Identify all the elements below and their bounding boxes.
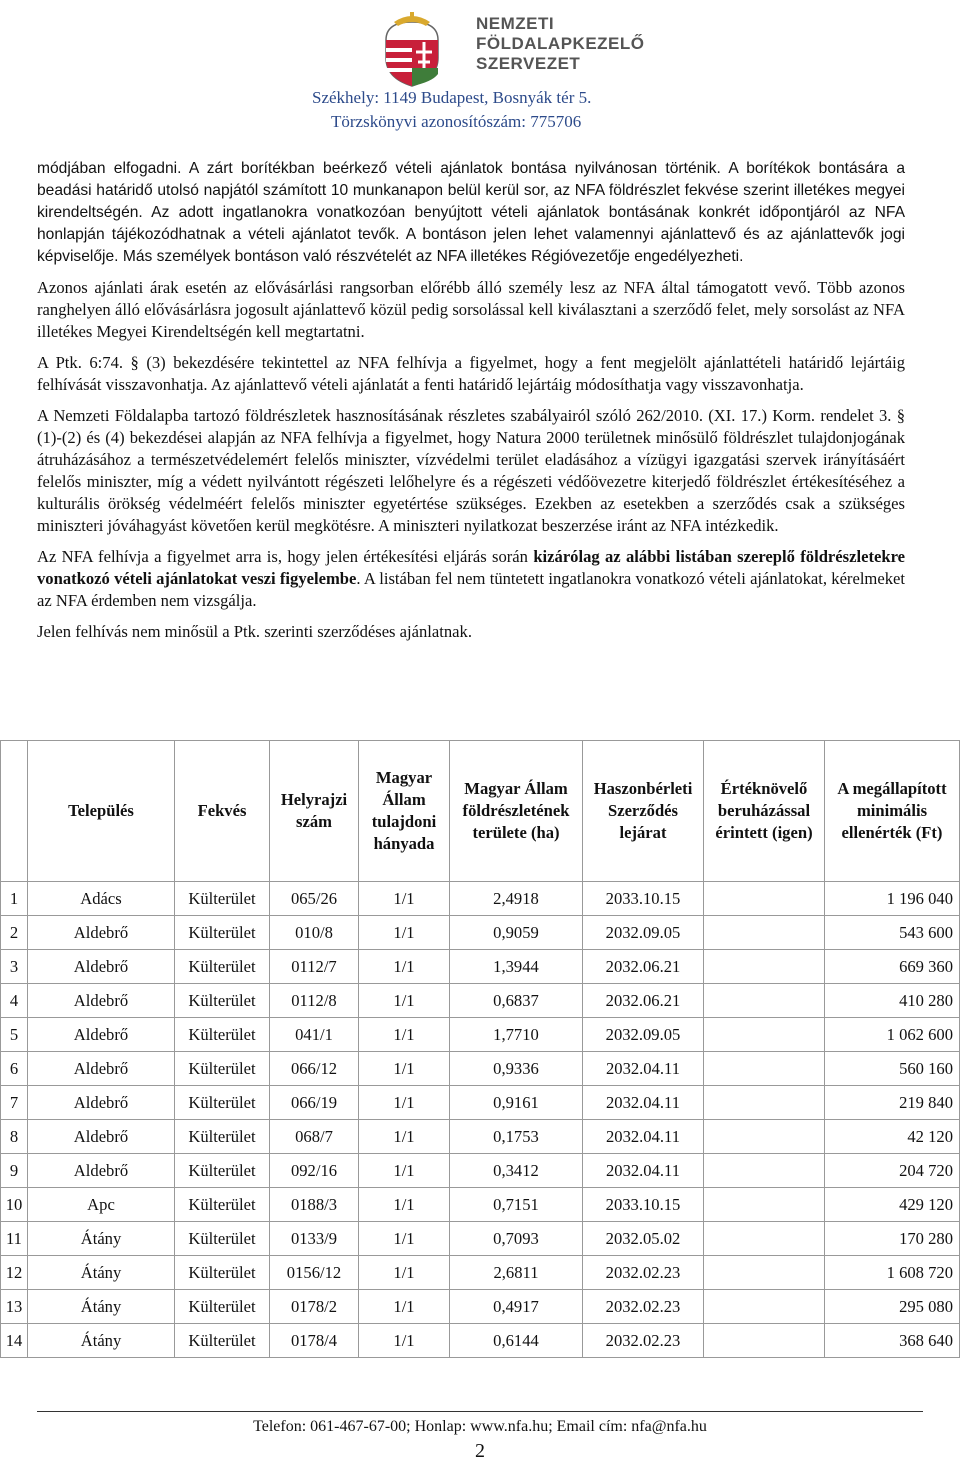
cell-index: 4 (1, 984, 28, 1018)
cell-location: Külterület (175, 1120, 270, 1154)
cell-state-share: 1/1 (359, 1188, 450, 1222)
page-number: 2 (475, 1440, 485, 1462)
cell-state-share: 1/1 (359, 1324, 450, 1358)
cell-state-share: 1/1 (359, 882, 450, 916)
cell-location: Külterület (175, 916, 270, 950)
cell-index: 5 (1, 1018, 28, 1052)
cell-state-share: 1/1 (359, 1120, 450, 1154)
cell-state-share: 1/1 (359, 1086, 450, 1120)
cell-settlement: Apc (28, 1188, 175, 1222)
footer-contact: Telefon: 061-467-67-00; Honlap: www.nfa.hu; Email cím: nfa@nfa.hu (253, 1418, 707, 1435)
nfa-logo (372, 12, 645, 88)
cell-lease-expiry: 2032.06.21 (583, 950, 704, 984)
paragraph-equal-offers: Azonos ajánlati árak esetén az elővásárlási rangsorban előrébb álló személy lesz az NFA által támogatott vevő. Több azonos ranghelyen álló elővásárlásra jogosult ajánlattevő közül pedig sorsolással kell kiválasztani a szerződő felet, mely sorsolást az NFA illetékes Megyei Kirendeltségén kell megtartatni. (37, 278, 905, 341)
parcel-table (0, 740, 960, 1358)
cell-investment (704, 882, 825, 916)
cell-lease-expiry: 2032.02.23 (583, 1256, 704, 1290)
paragraph-listed-parcels (37, 546, 905, 612)
logo-line-1: NEMZETI (476, 14, 555, 33)
cell-location: Külterület (175, 1018, 270, 1052)
cell-lease-expiry: 2032.09.05 (583, 1018, 704, 1052)
cell-index: 7 (1, 1086, 28, 1120)
text-span: Az NFA felhívja a figyelmet arra is, hogy jelen értékesítési eljárás során (37, 547, 528, 566)
cell-lot-number: 0133/9 (270, 1222, 359, 1256)
table-row (1, 1188, 960, 1222)
cell-min-price: 1 196 040 (825, 882, 960, 916)
cell-settlement: Aldebrő (28, 1052, 175, 1086)
paragraph-not-offer: Jelen felhívás nem minősül a Ptk. szerinti szerződéses ajánlatnak. (37, 622, 472, 641)
cell-location: Külterület (175, 984, 270, 1018)
cell-settlement: Aldebrő (28, 1086, 175, 1120)
cell-area: 0,9059 (450, 916, 583, 950)
cell-area: 0,6144 (450, 1324, 583, 1358)
address: Székhely: 1149 Budapest, Bosnyák tér 5. (312, 88, 592, 107)
cell-index: 3 (1, 950, 28, 984)
cell-min-price: 219 840 (825, 1086, 960, 1120)
footer-divider (37, 1411, 923, 1412)
logo-line-2: FÖLDALAPKEZELŐ (476, 34, 645, 53)
table-row (1, 1256, 960, 1290)
cell-index: 14 (1, 1324, 28, 1358)
cell-investment (704, 1222, 825, 1256)
cell-index: 1 (1, 882, 28, 916)
cell-state-share: 1/1 (359, 916, 450, 950)
cell-area: 0,7093 (450, 1222, 583, 1256)
cell-min-price: 410 280 (825, 984, 960, 1018)
cell-lot-number: 092/16 (270, 1154, 359, 1188)
cell-settlement: Aldebrő (28, 984, 175, 1018)
cell-location: Külterület (175, 1154, 270, 1188)
text-span: Más személyek bontáson való részvételét az NFA illetékes Régióvezetője engedélyezheti. (122, 248, 744, 265)
cell-min-price: 295 080 (825, 1290, 960, 1324)
cell-investment (704, 916, 825, 950)
cell-index: 11 (1, 1222, 28, 1256)
cell-location: Külterület (175, 882, 270, 916)
cell-min-price: 368 640 (825, 1324, 960, 1358)
header-index (1, 741, 28, 882)
header-lot-number: Helyrajzi szám (270, 741, 359, 882)
cell-lot-number: 0178/4 (270, 1324, 359, 1358)
cell-lot-number: 0178/2 (270, 1290, 359, 1324)
cell-investment (704, 1052, 825, 1086)
cell-lot-number: 068/7 (270, 1120, 359, 1154)
cell-investment (704, 1324, 825, 1358)
cell-location: Külterület (175, 1086, 270, 1120)
table-row (1, 950, 960, 984)
table-row (1, 1324, 960, 1358)
cell-area: 0,9161 (450, 1086, 583, 1120)
paragraph-withdrawal: A Ptk. 6:74. § (3) bekezdésére tekintettel az NFA felhívja a figyelmet, hogy a fent megjelölt ajánlattételi határidő lejártáig felhívását visszavonhatja. Az ajánlattevő vételi ajánlatát a fenti határidő lejártáig módosíthatja vagy visszavonhatja. (37, 353, 905, 394)
cell-area: 0,3412 (450, 1154, 583, 1188)
cell-lot-number: 066/19 (270, 1086, 359, 1120)
cell-settlement: Aldebrő (28, 1120, 175, 1154)
cell-min-price: 560 160 (825, 1052, 960, 1086)
cell-state-share: 1/1 (359, 1222, 450, 1256)
cell-state-share: 1/1 (359, 1018, 450, 1052)
logo-wordmark (476, 14, 645, 74)
table-row (1, 1290, 960, 1324)
table-row (1, 1052, 960, 1086)
cell-lease-expiry: 2032.04.11 (583, 1120, 704, 1154)
cell-lot-number: 041/1 (270, 1018, 359, 1052)
cell-area: 0,4917 (450, 1290, 583, 1324)
cell-min-price: 1 062 600 (825, 1018, 960, 1052)
table-body (1, 882, 960, 1358)
cell-area: 0,9336 (450, 1052, 583, 1086)
paragraph-opening-procedure (37, 158, 905, 268)
cell-state-share: 1/1 (359, 1052, 450, 1086)
bold-text: kizárólag az alábbi listában szereplő földrészletekre vonatkozó vételi ajánlatokat veszi figyelembe (37, 547, 906, 588)
cell-settlement: Aldebrő (28, 916, 175, 950)
text-span: A bontáson jelen lehet valamennyi ajánlattevő és az ajánlattevők jogi képviselője. (37, 226, 905, 265)
header-settlement: Település (28, 741, 175, 882)
cell-investment (704, 1120, 825, 1154)
cell-settlement: Adács (28, 882, 175, 916)
cell-state-share: 1/1 (359, 1256, 450, 1290)
table-row (1, 882, 960, 916)
cell-min-price: 42 120 (825, 1120, 960, 1154)
cell-lease-expiry: 2032.04.11 (583, 1052, 704, 1086)
table-row (1, 1018, 960, 1052)
cell-lease-expiry: 2032.04.11 (583, 1086, 704, 1120)
header-location: Fekvés (175, 741, 270, 882)
text-span: Az adott ingatlanokra vonatkozóan benyújtott vételi ajánlatok bontásának konkrét időpontjáról az NFA honlapján tájékozódhatnak a vételi ajánlatot tevők. (37, 204, 905, 243)
cell-location: Külterület (175, 950, 270, 984)
cell-lot-number: 0112/7 (270, 950, 359, 984)
cell-area: 0,7151 (450, 1188, 583, 1222)
cell-area: 0,6837 (450, 984, 583, 1018)
cell-index: 10 (1, 1188, 28, 1222)
cell-lease-expiry: 2032.06.21 (583, 984, 704, 1018)
cell-area: 0,1753 (450, 1120, 583, 1154)
header-investment: Értéknövelő beruházással érintett (igen) (704, 741, 825, 882)
cell-location: Külterület (175, 1324, 270, 1358)
text-span: módjában elfogadni. A zárt borítékban beérkező vételi ajánlatok bontása nyilvánosan történik. A borítékok bontására a beadási határidő utolsó napjától számított 10 munkanapon belül kerül sor, az NFA földrészlet fekvése szerint illetékes megyei kirendeltségén. (37, 160, 905, 221)
cell-lot-number: 0156/12 (270, 1256, 359, 1290)
cell-lease-expiry: 2032.05.02 (583, 1222, 704, 1256)
table-row (1, 1222, 960, 1256)
cell-min-price: 669 360 (825, 950, 960, 984)
cell-index: 2 (1, 916, 28, 950)
cell-settlement: Aldebrő (28, 1154, 175, 1188)
logo-line-3: SZERVEZET (476, 54, 581, 73)
hungarian-crest-icon (372, 12, 472, 88)
registry-number: Törzskönyvi azonosítószám: 775706 (331, 112, 582, 131)
cell-settlement: Átány (28, 1290, 175, 1324)
cell-min-price: 429 120 (825, 1188, 960, 1222)
cell-investment (704, 950, 825, 984)
cell-lease-expiry: 2032.09.05 (583, 916, 704, 950)
cell-location: Külterület (175, 1052, 270, 1086)
table-row (1, 1120, 960, 1154)
table-row (1, 1154, 960, 1188)
cell-index: 9 (1, 1154, 28, 1188)
paragraph-ministerial-consent: A Nemzeti Földalapba tartozó földrészletek hasznosításának részletes szabályairól szóló 262/2010. (XI. 17.) Korm. rendelet 3. § (1)-(2) és (4) bekezdései alapján az NFA felhívja a figyelmet, hogy Natura 2000 területnek minősülő földrészlet tulajdonjogának átruházásához a természetvédelemért felelős miniszter, vízvédelmi terület eladásához a vízügyi igazgatási szervek irányításáért felelős miniszter, míg a védett nyilvántott régészeti lelőhelyre és a régészeti védőövezetre kiterjedő földrészlet értékesítéséhez a kulturális örökség védelméért felelős miniszter egyetértése szükséges. Ezekben az esetekben a szerződés csak a szükséges miniszteri jóváhagyást követően kerül megkötésre. A miniszteri nyilatkozat beszerzése iránt az NFA intézkedik. (37, 406, 905, 535)
table-header-row (1, 741, 960, 882)
cell-area: 1,7710 (450, 1018, 583, 1052)
cell-investment (704, 1188, 825, 1222)
cell-location: Külterület (175, 1256, 270, 1290)
cell-min-price: 543 600 (825, 916, 960, 950)
cell-lot-number: 065/26 (270, 882, 359, 916)
cell-min-price: 204 720 (825, 1154, 960, 1188)
header-lease-expiry: Haszonbérleti Szerződés lejárat (583, 741, 704, 882)
cell-index: 8 (1, 1120, 28, 1154)
cell-settlement: Aldebrő (28, 1018, 175, 1052)
cell-investment (704, 1086, 825, 1120)
cell-investment (704, 984, 825, 1018)
cell-investment (704, 1018, 825, 1052)
cell-state-share: 1/1 (359, 950, 450, 984)
cell-lease-expiry: 2032.02.23 (583, 1290, 704, 1324)
cell-location: Külterület (175, 1222, 270, 1256)
cell-state-share: 1/1 (359, 1154, 450, 1188)
cell-area: 1,3944 (450, 950, 583, 984)
cell-index: 12 (1, 1256, 28, 1290)
cell-investment (704, 1290, 825, 1324)
table-row (1, 984, 960, 1018)
header-min-price: A megállapított minimális ellenérték (Ft) (825, 741, 960, 882)
cell-min-price: 170 280 (825, 1222, 960, 1256)
cell-lease-expiry: 2033.10.15 (583, 1188, 704, 1222)
cell-investment (704, 1154, 825, 1188)
cell-index: 13 (1, 1290, 28, 1324)
header-state-share: Magyar Állam tulajdoni hányada (359, 741, 450, 882)
cell-lot-number: 066/12 (270, 1052, 359, 1086)
cell-index: 6 (1, 1052, 28, 1086)
cell-settlement: Aldebrő (28, 950, 175, 984)
cell-settlement: Átány (28, 1222, 175, 1256)
cell-area: 2,4918 (450, 882, 583, 916)
cell-location: Külterület (175, 1290, 270, 1324)
cell-lot-number: 0188/3 (270, 1188, 359, 1222)
cell-lot-number: 010/8 (270, 916, 359, 950)
cell-location: Külterület (175, 1188, 270, 1222)
cell-min-price: 1 608 720 (825, 1256, 960, 1290)
page-header (0, 0, 960, 145)
table-row (1, 1086, 960, 1120)
cell-lease-expiry: 2032.02.23 (583, 1324, 704, 1358)
document-body (37, 158, 905, 652)
text-span: . A listában fel nem tüntetett ingatlanokra vonatkozó vételi ajánlatokat, kérelmeket az NFA érdemben nem vizsgálja. (37, 569, 905, 610)
header-area: Magyar Állam földrészletének területe (ha) (450, 741, 583, 882)
cell-investment (704, 1256, 825, 1290)
cell-lease-expiry: 2032.04.11 (583, 1154, 704, 1188)
cell-state-share: 1/1 (359, 1290, 450, 1324)
table-row (1, 916, 960, 950)
cell-settlement: Átány (28, 1324, 175, 1358)
cell-area: 2,6811 (450, 1256, 583, 1290)
cell-lot-number: 0112/8 (270, 984, 359, 1018)
cell-settlement: Átány (28, 1256, 175, 1290)
cell-state-share: 1/1 (359, 984, 450, 1018)
cell-lease-expiry: 2033.10.15 (583, 882, 704, 916)
